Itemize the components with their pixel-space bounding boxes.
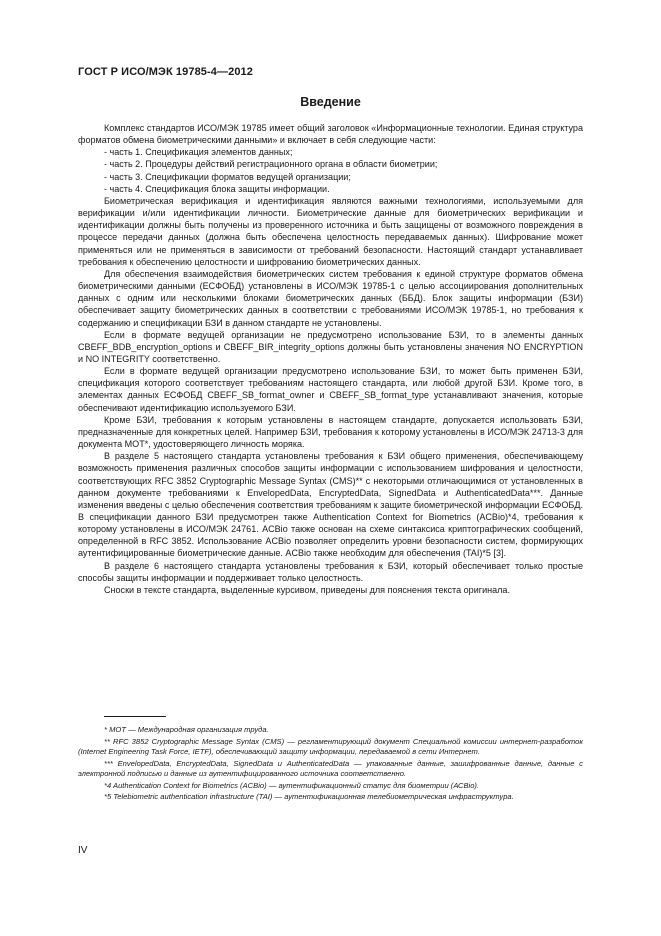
footnote-text: Telebiometric authentication infrastructure (TAI) — аутентификационная телебиометрическая инфраструктура. [113, 792, 514, 802]
paragraph: Сноски в тексте стандарта, выделенные курсивом, приведены для пояснения текста оригинала. [104, 584, 510, 595]
document-header: ГОСТ Р ИСО/МЭК 19785-4—2012 [78, 66, 253, 78]
paragraph: Для обеспечения взаимодействия биометрических систем требования к единой структуре форматов обмена биометрическими данными (ЕСФОБД) установлены в ИСО/МЭК 19785-1 с целью ассоциирования дополнительных данных с одним или несколькими блоками биометрических данных (ББД). Блок защиты информации (БЗИ) обеспечивает защиту биометрических данных в соответствии с требованиями ИСО/МЭК 19785-1, но требования к содержанию и спецификации БЗИ в данном стандарте не установлены. [78, 268, 583, 328]
paragraph: Если в формате ведущей организации не предусмотрено использование БЗИ, то в элементы данных CBEFF_BDB_encryption_options и CBEFF_BIR_integrity_options должны быть установлены значения NO ENCRYPTION и NO INTEGRITY соответственно. [78, 329, 583, 364]
list-item: - часть 4. Спецификация блока защиты информации. [104, 183, 330, 194]
footnote-mark: ** [104, 736, 110, 746]
footnote-mark: * [104, 725, 107, 734]
paragraph: В разделе 6 настоящего стандарта установлены требования к БЗИ, который обеспечивает только простые способы защиты информации и поддерживает только целостность. [78, 560, 583, 583]
footnote-divider [104, 716, 166, 717]
footnote-text: RFC 3852 Cryptographic Message Syntax (CMS) — регламентирующий документ Специальной комиссии интернет-разработок (Internet Engineering Task Force, IETF), обеспечивающий защиту информации, передаваемой в сети Интернет. [78, 736, 583, 756]
footnote-mark: *4 [104, 780, 112, 790]
list-item: - часть 1. Спецификация элементов данных; [104, 147, 293, 158]
footnote-mark: *5 [104, 792, 112, 802]
page-title: Введение [300, 95, 361, 109]
footnote-mark: *** [104, 758, 113, 768]
footnote-text: МОТ — Международная организация труда. [109, 725, 269, 734]
paragraph: Биометрическая верификация и идентификация являются важными технологиями, используемыми для верификации и/или идентификации личности. Биометрические данные для биометрических верификации и идентификации должны быть получены из проверенного источника и быть защищены от возможного повреждения в процессе передачи данных (должна быть обеспечена целостность передаваемых данных). Шифрование может применяться или не применяться в зависимости от требований безопасности. Настоящий стандарт устанавливает требования к обеспечению целостности и шифрованию биометрических данных. [78, 195, 583, 267]
paragraph: В разделе 5 настоящего стандарта установлены требования к БЗИ общего применения, обеспечивающему возможность применения различных способов защиты информации с использованием шифрования и целостности, соответствующих RFC 3852 Cryptographic Message Syntax (CMS)** с некоторыми отличающимися от установленных в данном документе требованиями к EnvelopedData, EncryptedData, SignedData и AuthenticatedData***. Данные изменения введены с целью обеспечения соответствия требованиям к защите биометрической информации ЕСФОБД. В спецификации данного БЗИ предусмотрен также Authentication Context for Biometrics (ACBio)*4, требования к которому установлены в ИСО/МЭК 24761. ACBio также основан на схеме синтаксиса криптографических сообщений, определенной в RFC 3852. Использование ACBio позволяет определить уровни безопасности систем, формирующих аутентифицированные биометрические данные. ACBio также необходим для обеспечения (TAI)*5 [3]. [78, 451, 583, 559]
footnote [78, 792, 583, 802]
list-item: - часть 2. Процедуры действий регистрационного органа в области биометрии; [104, 159, 438, 170]
footnote [78, 759, 583, 779]
footnote-text: Authentication Context for Biometrics (ACBio) — аутентификационный статус для биометрии (АСBio). [113, 780, 480, 790]
footnote [78, 725, 583, 735]
paragraph: Если в формате ведущей организации предусмотрено использование БЗИ, то может быть применен БЗИ, спецификация которого соответствует требованиям настоящего стандарта, или любой другой БЗИ. Кроме того, в элементах данных ЕСФОБД CBEFF_SB_format_owner и CBEFF_SB_format_type устанавливают значения, которые обеспечивают идентификацию используемого БЗИ. [78, 366, 583, 413]
page-number: IV [78, 845, 88, 856]
body-text [78, 122, 583, 596]
paragraph: Кроме БЗИ, требования к которым установлены в настоящем стандарте, допускается использовать БЗИ, предназначенные для конкретных целей. Например БЗИ, требования к которому установлены в ИСО/МЭК 24713-3 для документа МОТ*, удостоверяющего личность моряка. [78, 414, 583, 450]
footnote-text: EnvelopedData, EncryptedData, SignedData и AuthenticatedData — упакованные данные, зашифрованные данные, данные с электронной подписью и данные из аутентифицированного источника соответственно. [78, 758, 583, 778]
paragraph-intro: Комплекс стандартов ИСО/МЭК 19785 имеет общий заголовок «Информационные технологии. Единая структура форматов обмена биометрическими данными» и включает в себя следующие части: [78, 123, 583, 146]
footnotes [78, 725, 583, 804]
parts-list [78, 146, 583, 195]
footnote [78, 781, 583, 791]
footnote [78, 737, 583, 757]
list-item: - часть 3. Спецификации форматов ведущей организации; [104, 171, 351, 182]
